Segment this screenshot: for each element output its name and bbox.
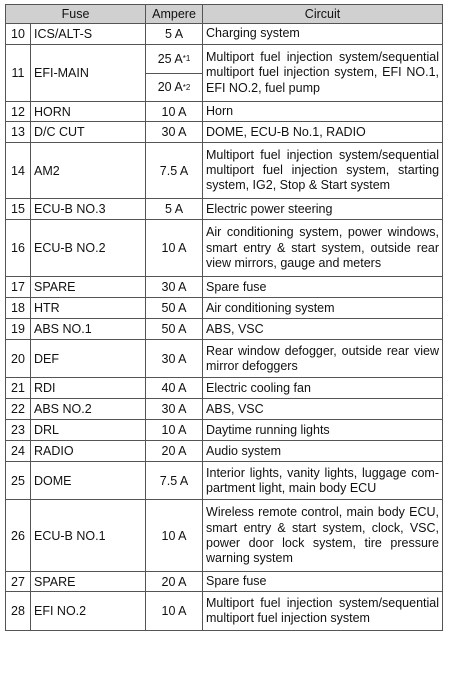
table-row [6, 319, 443, 340]
fuse-number: 12 [6, 102, 31, 122]
fuse-circuit: Electric cooling fan [203, 378, 443, 399]
table-row [6, 24, 443, 45]
fuse-number: 11 [6, 45, 31, 102]
table-row [6, 462, 443, 500]
ampere-variant-a [146, 45, 202, 73]
fuse-ampere: 30 A [146, 399, 203, 420]
fuse-circuit: Air conditioning system, power windows, smart entry & start system, outside rear view mirrors, gauge and meters [203, 220, 443, 277]
fuse-number: 10 [6, 24, 31, 45]
fuse-ampere: 7.5 A [146, 143, 203, 199]
header-row [6, 5, 443, 24]
footnote-marker: *2 [182, 82, 191, 92]
table-row [6, 102, 443, 122]
fuse-name: DOME [31, 462, 146, 500]
fuse-name: RADIO [31, 441, 146, 462]
fuse-ampere: 7.5 A [146, 462, 203, 500]
fuse-number: 21 [6, 378, 31, 399]
fuse-number: 27 [6, 572, 31, 592]
table-row [6, 277, 443, 298]
fuse-name: SPARE [31, 572, 146, 592]
fuse-number: 16 [6, 220, 31, 277]
fuse-ampere: 10 A [146, 420, 203, 441]
fuse-number: 22 [6, 399, 31, 420]
fuse-name: ECU-B NO.1 [31, 500, 146, 572]
fuse-number: 20 [6, 340, 31, 378]
footnote-marker: *1 [182, 54, 191, 64]
fuse-number: 24 [6, 441, 31, 462]
fuse-number: 25 [6, 462, 31, 500]
fuse-number: 15 [6, 199, 31, 220]
fuse-table-body [6, 24, 443, 631]
fuse-number: 14 [6, 143, 31, 199]
table-row [6, 298, 443, 319]
fuse-name: ICS/ALT-S [31, 24, 146, 45]
header-circuit: Circuit [203, 5, 443, 24]
fuse-name: RDI [31, 378, 146, 399]
table-row [6, 220, 443, 277]
fuse-ampere: 5 A [146, 24, 203, 45]
table-row [6, 143, 443, 199]
fuse-number: 18 [6, 298, 31, 319]
table-row [6, 45, 443, 102]
header-ampere: Ampere [146, 5, 203, 24]
fuse-table-container [5, 4, 443, 631]
fuse-number: 17 [6, 277, 31, 298]
fuse-circuit: DOME, ECU-B No.1, RADIO [203, 122, 443, 143]
fuse-circuit: Rear window defogger, outside rear view mirror defoggers [203, 340, 443, 378]
fuse-ampere: 50 A [146, 298, 203, 319]
fuse-number: 28 [6, 592, 31, 631]
table-row [6, 592, 443, 631]
fuse-circuit: Electric power steering [203, 199, 443, 220]
fuse-name: SPARE [31, 277, 146, 298]
fuse-name: HORN [31, 102, 146, 122]
fuse-circuit: Air conditioning system [203, 298, 443, 319]
fuse-circuit: ABS, VSC [203, 399, 443, 420]
fuse-ampere: 10 A [146, 500, 203, 572]
ampere-value: 25 A [157, 51, 183, 66]
fuse-name: HTR [31, 298, 146, 319]
fuse-circuit: Horn [203, 102, 443, 122]
fuse-ampere [146, 45, 203, 102]
fuse-name: EFI NO.2 [31, 592, 146, 631]
fuse-name: ECU-B NO.3 [31, 199, 146, 220]
fuse-ampere: 10 A [146, 592, 203, 631]
fuse-circuit: Spare fuse [203, 277, 443, 298]
table-row [6, 441, 443, 462]
fuse-number: 13 [6, 122, 31, 143]
fuse-name: DEF [31, 340, 146, 378]
table-row [6, 420, 443, 441]
table-row [6, 500, 443, 572]
fuse-circuit: ABS, VSC [203, 319, 443, 340]
fuse-circuit: Spare fuse [203, 572, 443, 592]
fuse-name: AM2 [31, 143, 146, 199]
fuse-circuit: Charging system [203, 24, 443, 45]
fuse-ampere: 5 A [146, 199, 203, 220]
fuse-number: 19 [6, 319, 31, 340]
fuse-ampere: 20 A [146, 572, 203, 592]
fuse-ampere: 20 A [146, 441, 203, 462]
fuse-circuit: Multiport fuel injection system/sequential multiport fuel injection system [203, 592, 443, 631]
table-row [6, 199, 443, 220]
fuse-ampere: 10 A [146, 102, 203, 122]
fuse-circuit: Daytime running lights [203, 420, 443, 441]
fuse-ampere: 30 A [146, 122, 203, 143]
fuse-table [5, 4, 443, 631]
fuse-name: DRL [31, 420, 146, 441]
table-row [6, 340, 443, 378]
fuse-ampere: 30 A [146, 340, 203, 378]
table-row [6, 572, 443, 592]
fuse-ampere: 30 A [146, 277, 203, 298]
fuse-circuit: Multiport fuel injection system/sequential multiport fuel injection system, EFI NO.1, EFI NO.2, fuel pump [203, 45, 443, 102]
ampere-variant-b [146, 73, 202, 102]
fuse-circuit: Audio system [203, 441, 443, 462]
fuse-circuit: Wireless remote control, main body ECU, smart entry & start system, clock, VSC, power door lock system, tire pressure warning system [203, 500, 443, 572]
ampere-value: 20 A [157, 80, 183, 95]
header-fuse: Fuse [6, 5, 146, 24]
fuse-name: ECU-B NO.2 [31, 220, 146, 277]
fuse-name: ABS NO.2 [31, 399, 146, 420]
table-row [6, 122, 443, 143]
table-row [6, 399, 443, 420]
fuse-ampere: 40 A [146, 378, 203, 399]
fuse-number: 23 [6, 420, 31, 441]
table-row [6, 378, 443, 399]
fuse-name: EFI-MAIN [31, 45, 146, 102]
fuse-ampere: 50 A [146, 319, 203, 340]
fuse-name: D/C CUT [31, 122, 146, 143]
fuse-circuit: Interior lights, vanity lights, luggage com-partment light, main body ECU [203, 462, 443, 500]
fuse-number: 26 [6, 500, 31, 572]
fuse-circuit: Multiport fuel injection system/sequential multiport fuel injection system, starting system, IG2, Stop & Start system [203, 143, 443, 199]
fuse-ampere: 10 A [146, 220, 203, 277]
fuse-name: ABS NO.1 [31, 319, 146, 340]
